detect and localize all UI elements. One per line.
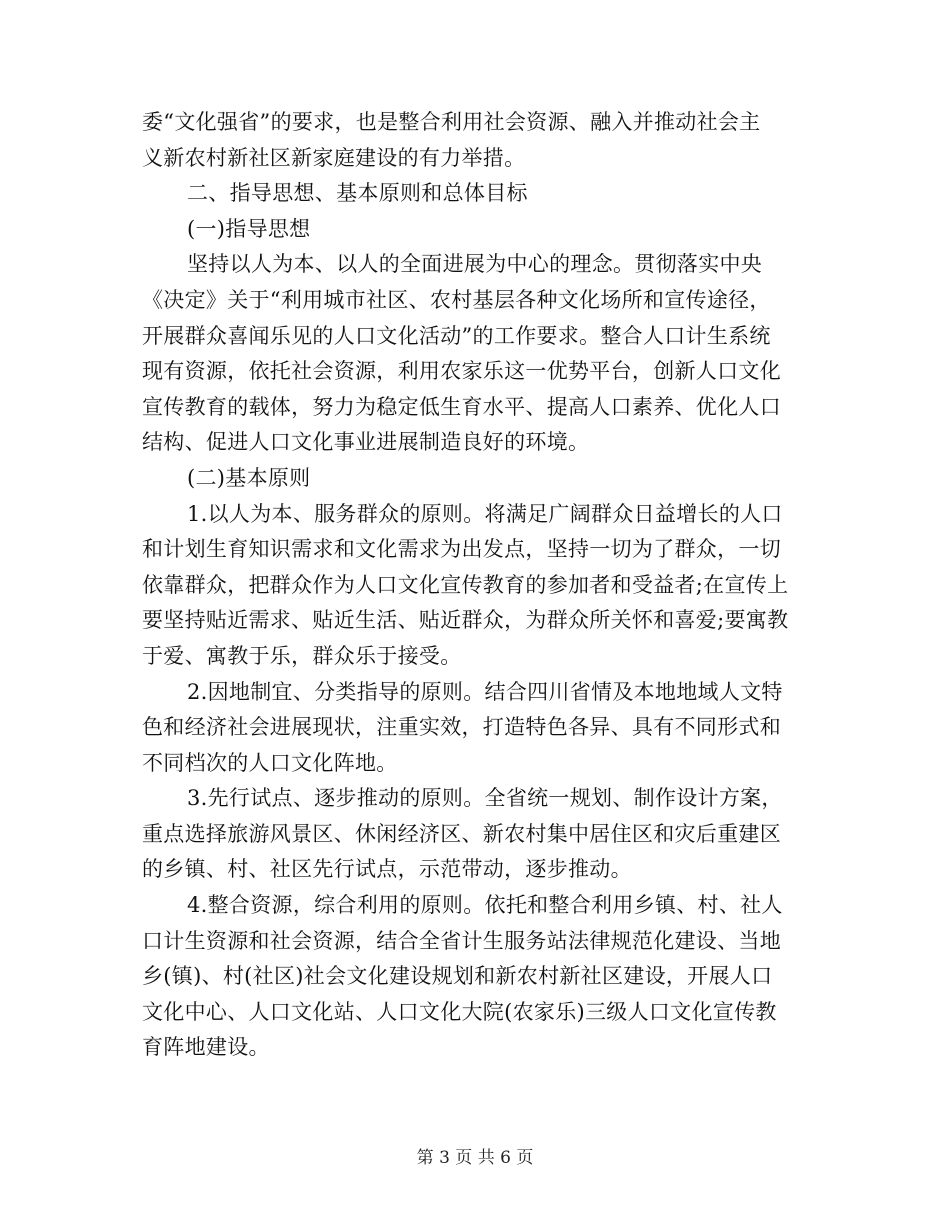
text-line: 宣传教育的载体，努力为稳定低生育水平、提高人口素养、优化人口 <box>142 394 781 419</box>
text-line: 不同档次的人口文化阵地。 <box>142 750 398 775</box>
text-line: 2.因地制宜、分类指导的原则。结合四川省情及本地地域人文特 <box>187 679 783 704</box>
text-line: 《决定》关于“利用城市社区、农村基层各种文化场所和宣传途径， <box>142 287 771 312</box>
text-line: 色和经济社会进展现状，注重实效，打造特色各异、具有不同形式和 <box>142 715 781 740</box>
text-line: 口计生资源和社会资源，结合全省计生服务站法律规范化建设、当地 <box>142 928 781 953</box>
text-line: 委“文化强省”的要求，也是整合利用社会资源、融入并推动社会主 <box>142 110 761 134</box>
text-line: 1.以人为本、服务群众的原则。将满足广阔群众日益增长的人口 <box>187 501 783 526</box>
text-line: 结构、促进人口文化事业进展制造良好的环境。 <box>142 430 590 455</box>
text-line: 要坚持贴近需求、贴近生活、贴近群众，为群众所关怀和喜爱;要寓教 <box>142 608 789 633</box>
text-line: 现有资源，依托社会资源，利用农家乐这一优势平台，创新人口文化 <box>142 359 781 384</box>
text-line: 义新农村新社区新家庭建设的有力举措。 <box>142 145 526 170</box>
text-line: 二、指导思想、基本原则和总体目标 <box>187 181 528 206</box>
text-line: 开展群众喜闻乐见的人口文化活动”的工作要求。整合人口计生系统 <box>142 323 771 348</box>
text-line: 3.先行试点、逐步推动的原则。全省统一规划、制作设计方案， <box>187 786 783 811</box>
text-line: 文化中心、人口文化站、人口文化大院(农家乐)三级人口文化宣传教 <box>142 999 777 1024</box>
text-line: 和计划生育知识需求和文化需求为出发点，坚持一切为了群众，一切 <box>142 537 781 562</box>
page-footer: 第 3 页 共 6 页 <box>416 1148 534 1168</box>
text-line: 坚持以人为本、以人的全面进展为中心的理念。贯彻落实中央 <box>187 252 763 277</box>
text-line: 4.整合资源，综合利用的原则。依托和整合利用乡镇、村、社人 <box>187 893 783 918</box>
text-line: (一)指导思想 <box>187 216 311 241</box>
text-line: 育阵地建设。 <box>142 1035 270 1060</box>
text-line: 的乡镇、村、社区先行试点，示范带动，逐步推动。 <box>142 857 632 882</box>
text-line: 重点选择旅游风景区、休闲经济区、新农村集中居住区和灾后重建区 <box>142 821 781 846</box>
text-line: 乡(镇)、村(社区)社会文化建设规划和新农村新社区建设，开展人口 <box>142 964 773 989</box>
text-line: (二)基本原则 <box>187 465 311 490</box>
document-body <box>142 105 810 1066</box>
text-line: 于爱、寓教于乐，群众乐于接受。 <box>142 643 462 668</box>
text-line: 依靠群众，把群众作为人口文化宣传教育的参加者和受益者;在宣传上 <box>142 572 789 597</box>
